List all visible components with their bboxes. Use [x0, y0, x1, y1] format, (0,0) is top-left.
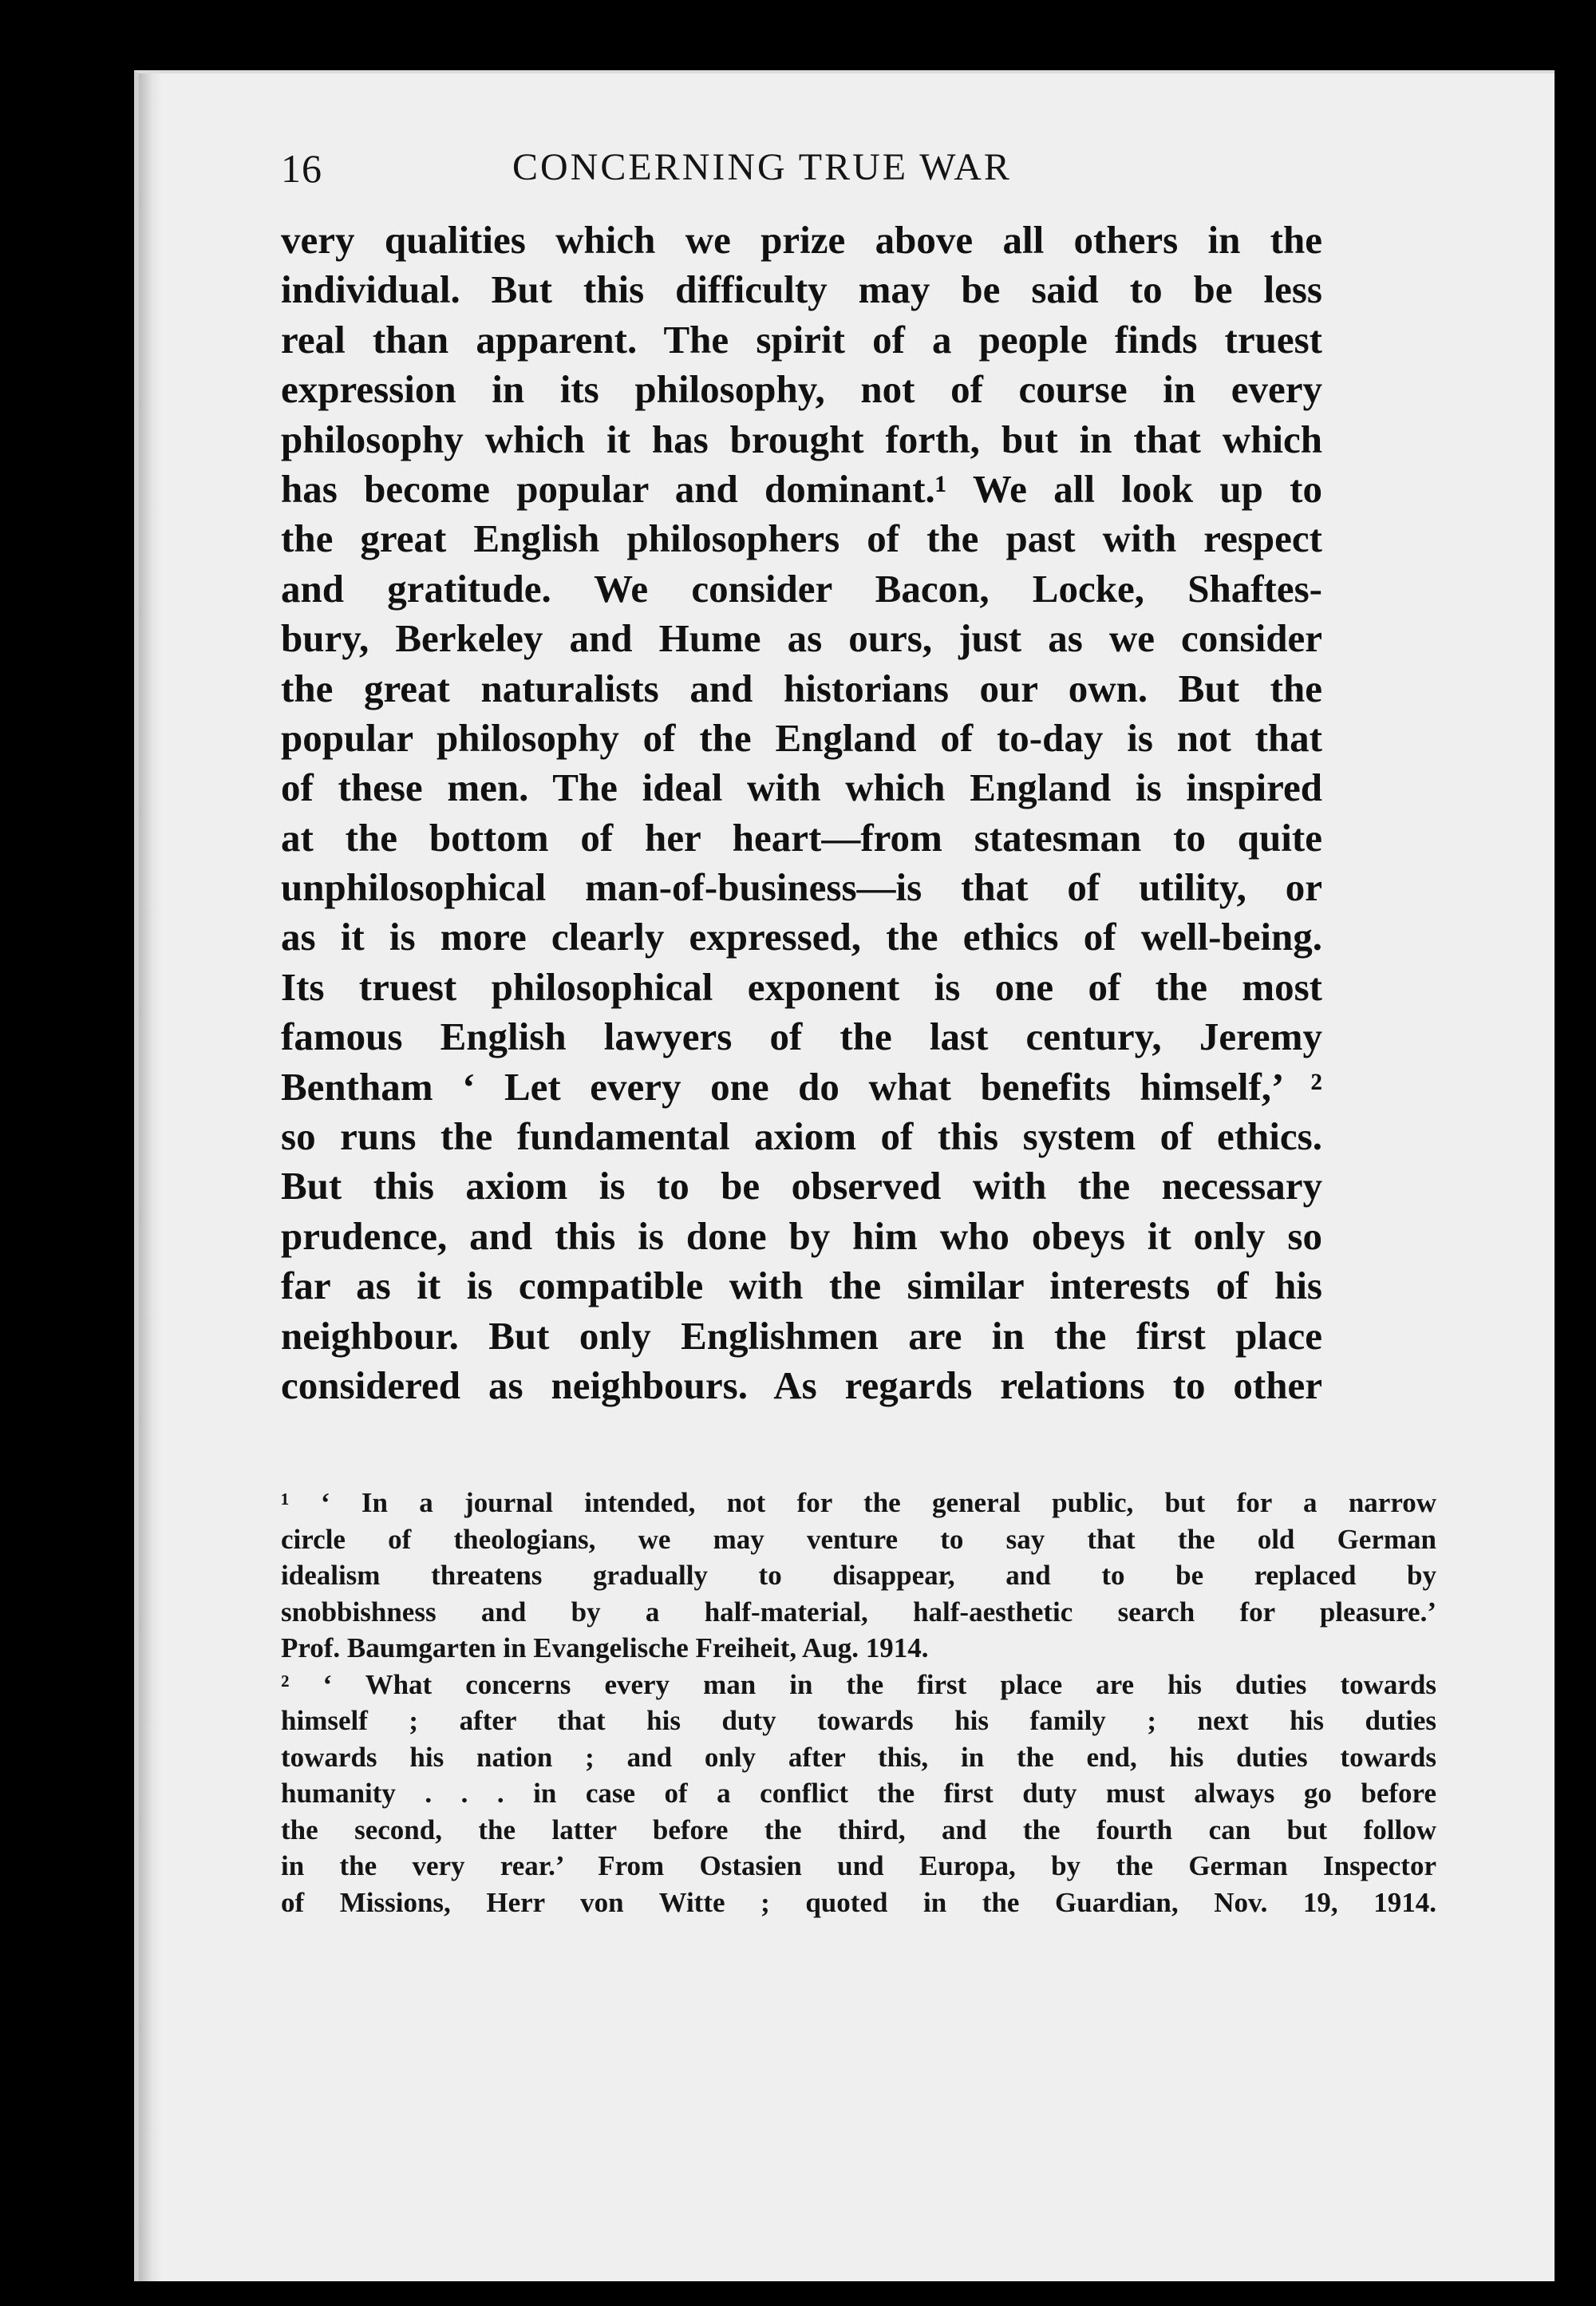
footnote-line: the second, the latter before the third, and the fourth can but follow — [281, 1814, 1436, 1845]
body-text — [281, 216, 1322, 1410]
body-line: real than apparent. The spirit of a people finds truest — [281, 317, 1322, 362]
footnote-line: ¹ ‘ In a journal intended, not for the general public, but for a narrow — [281, 1487, 1436, 1518]
page-header — [281, 145, 1318, 201]
body-line: and gratitude. We consider Bacon, Locke, Shaftes- — [281, 566, 1322, 611]
body-line: individual. But this difficulty may be said to be less — [281, 267, 1322, 312]
body-line: philosophy which it has brought forth, but in that which — [281, 417, 1322, 461]
footnote-line: in the very rear.’ From Ostasien und Europa, by the German Inspector — [281, 1850, 1436, 1881]
footnote-line: ² ‘ What concerns every man in the first place are his duties towards — [281, 1668, 1436, 1700]
body-line: unphilosophical man-of-business—is that of utility, or — [281, 865, 1322, 910]
footnotes — [281, 1485, 1436, 1920]
body-line: considered as neighbours. As regards relations to other — [281, 1363, 1322, 1407]
body-line: popular philosophy of the England of to-day is not that — [281, 715, 1322, 760]
body-line: has become popular and dominant.¹ We all look up to — [281, 466, 1322, 511]
body-line: as it is more clearly expressed, the ethics of well-being. — [281, 915, 1322, 959]
body-line: at the bottom of her heart—from statesman to quite — [281, 815, 1322, 860]
body-line: the great English philosophers of the past with respect — [281, 516, 1322, 561]
body-line: of these men. The ideal with which England is inspired — [281, 765, 1322, 810]
footnote-line: humanity . . . in case of a conflict the first duty must always go before — [281, 1778, 1436, 1809]
body-line: Bentham ‘ Let every one do what benefits himself,’ ² — [281, 1064, 1322, 1109]
page-number: 16 — [281, 146, 322, 191]
body-line: neighbour. But only Englishmen are in the first place — [281, 1313, 1322, 1358]
body-line: the great naturalists and historians our own. But the — [281, 666, 1322, 710]
body-line: expression in its philosophy, not of course in every — [281, 367, 1322, 412]
body-line: far as it is compatible with the similar interests of his — [281, 1264, 1322, 1308]
footnote-line: idealism threatens gradually to disappear, and to be replaced by — [281, 1560, 1436, 1591]
body-line: so runs the fundamental axiom of this system of ethics. — [281, 1114, 1322, 1159]
footnote-line: circle of theologians, we may venture to say that the old German — [281, 1523, 1436, 1555]
body-line: But this axiom is to be observed with the necessary — [281, 1164, 1322, 1208]
footnote-line: of Missions, Herr von Witte ; quoted in the Guardian, Nov. 19, 1914. — [281, 1886, 1436, 1918]
body-line: Its truest philosophical exponent is one of the most — [281, 964, 1322, 1009]
page-spine-shadow — [139, 73, 161, 2281]
footnote-line: snobbishness and by a half-material, half-aesthetic search for pleasure.’ — [281, 1596, 1436, 1628]
body-line: famous English lawyers of the last century, Jeremy — [281, 1015, 1322, 1059]
footnote-line: himself ; after that his duty towards his family ; next his duties — [281, 1705, 1436, 1736]
running-title: CONCERNING TRUE WAR — [512, 146, 1012, 188]
body-line: prudence, and this is done by him who obeys it only so — [281, 1213, 1322, 1258]
body-line: very qualities which we prize above all others in the — [281, 218, 1322, 262]
body-line: bury, Berkeley and Hume as ours, just as we consider — [281, 616, 1322, 661]
footnote-line: Prof. Baumgarten in Evangelische Freiheit, Aug. 1914. — [281, 1632, 929, 1663]
footnote-line: towards his nation ; and only after this, in the end, his duties towards — [281, 1741, 1436, 1773]
